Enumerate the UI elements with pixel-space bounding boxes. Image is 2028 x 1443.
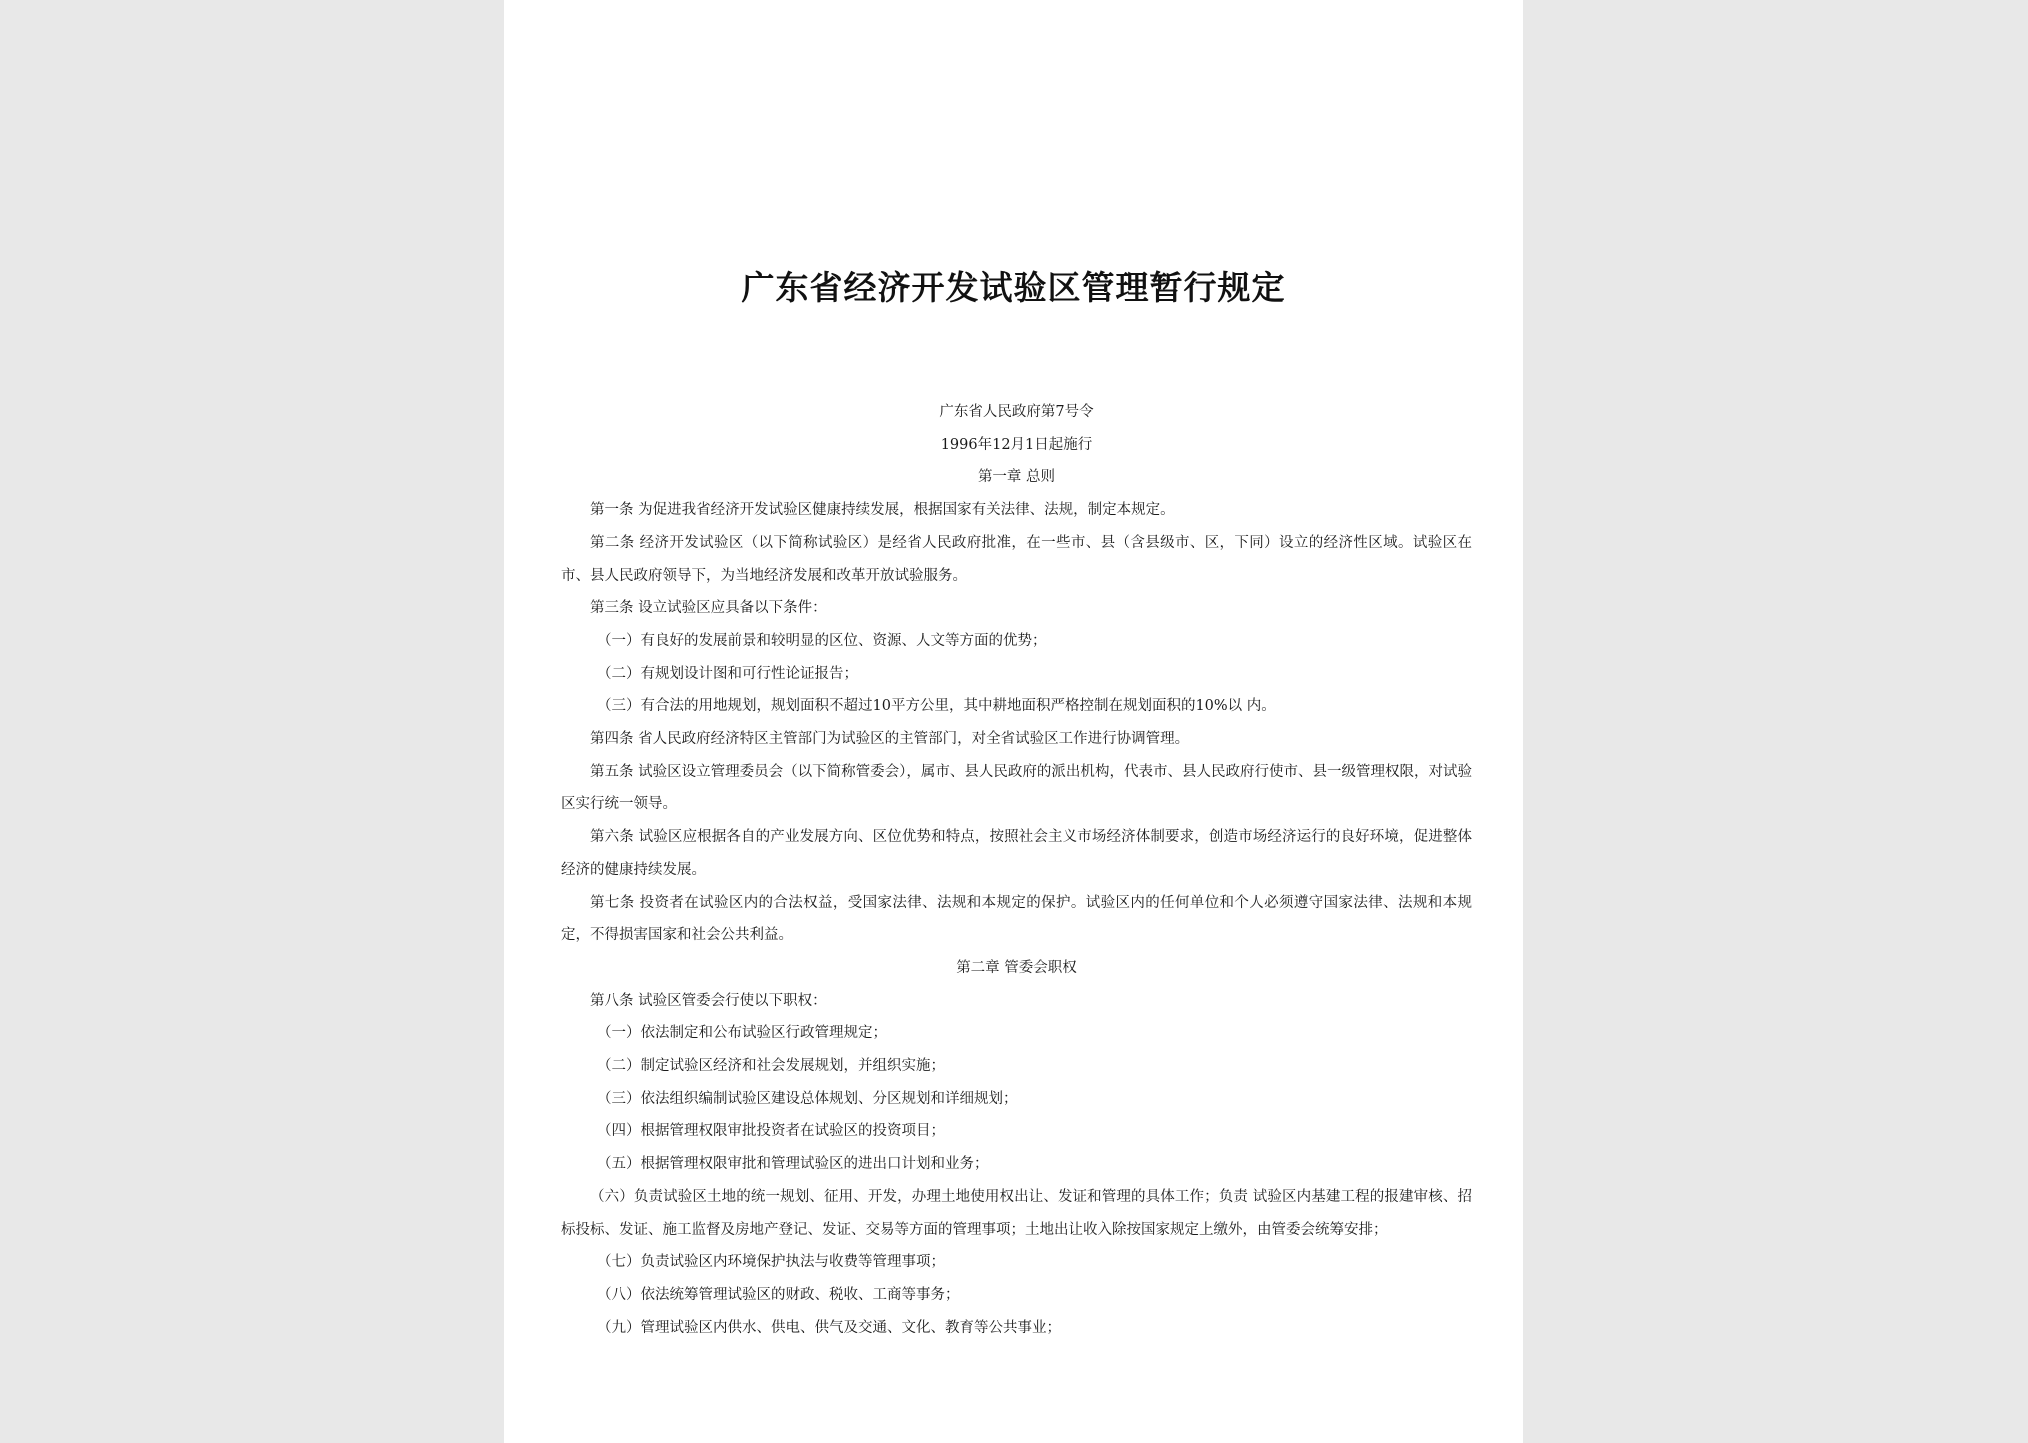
article-3-item-1: （一）有良好的发展前景和较明显的区位、资源、人文等方面的优势； [597, 632, 1047, 649]
decree-number: 广东省人民政府第7号令 [939, 404, 1094, 420]
article-6: 第六条 试验区应根据各自的产业发展方向、区位优势和特点，按照社会主义市场经济体制要求，创造市场经济运行的良好环境，促进整体经济的健康持续发展。 [561, 829, 1472, 878]
chapter-heading: 第一章 总则 [977, 469, 1056, 486]
article-8-item-1: （一）依法制定和公布试验区行政管理规定； [597, 1025, 887, 1042]
article-8: 第八条 试验区管委会行使以下职权： [590, 992, 827, 1009]
article-5: 第五条 试验区设立管理委员会（以下简称管委会），属市、县人民政府的派出机构，代表市、县人民政府行使市、县一级管理权限，对试验区实行统一领导。 [561, 763, 1472, 813]
article-8-item-8: （八）依法统筹管理试验区的财政、税收、工商等事务； [597, 1286, 960, 1303]
document-page [504, 0, 1523, 1443]
article-8-item-6: （六）负责试验区土地的统一规划、征用、开发，办理土地使用权出让、发证和管理的具体工作；负责 试验区内基建工程的报建审核、招标投标、发证、施工监督及房地产登记、发证、交易等方面的管理事项；土地出让收入除按国家规定上缴外，由管委会统筹安排； [561, 1188, 1472, 1238]
article-3-item-3: （三）有合法的用地规划，规划面积不超过10平方公里，其中耕地面积严格控制在规划面积的10%以 内。 [597, 698, 1276, 715]
article-1: 第一条 为促进我省经济开发试验区健康持续发展，根据国家有关法律、法规，制定本规定。 [590, 502, 1175, 519]
effective-date: 1996年12月1日起施行 [940, 436, 1093, 453]
article-8-item-3: （三）依法组织编制试验区建设总体规划、分区规划和详细规划； [597, 1090, 1018, 1107]
article-8-item-2: （二）制定试验区经济和社会发展规划，并组织实施； [597, 1058, 945, 1075]
article-3-item-2: （二）有规划设计图和可行性论证报告； [597, 665, 858, 682]
article-3: 第三条 设立试验区应具备以下条件： [590, 600, 827, 617]
document-title: 广东省经济开发试验区管理暂行规定 [741, 268, 1286, 307]
article-8-item-7: （七）负责试验区内环境保护执法与收费等管理事项； [597, 1254, 945, 1271]
article-2: 第二条 经济开发试验区（以下简称试验区）是经省人民政府批准，在一些市、县（含县级市、区，下同）设立的经济性区域。试验区在市、县人民政府领导下，为当地经济发展和改革开放试验服务。 [561, 534, 1472, 584]
chapter-heading: 第二章 管委会职权 [956, 959, 1077, 976]
article-8-item-5: （五）根据管理权限审批和管理试验区的进出口计划和业务； [597, 1156, 989, 1173]
document-body [561, 396, 1472, 1344]
article-4: 第四条 省人民政府经济特区主管部门为试验区的主管部门，对全省试验区工作进行协调管理。 [590, 731, 1190, 748]
article-8-item-4: （四）根据管理权限审批投资者在试验区的投资项目； [597, 1123, 945, 1140]
article-7: 第七条 投资者在试验区内的合法权益，受国家法律、法规和本规定的保护。试验区内的任何单位和个人必须遵守国家法律、法规和本规定，不得损害国家和社会公共利益。 [561, 894, 1472, 944]
article-8-item-9: （九）管理试验区内供水、供电、供气及交通、文化、教育等公共事业； [597, 1319, 1061, 1336]
